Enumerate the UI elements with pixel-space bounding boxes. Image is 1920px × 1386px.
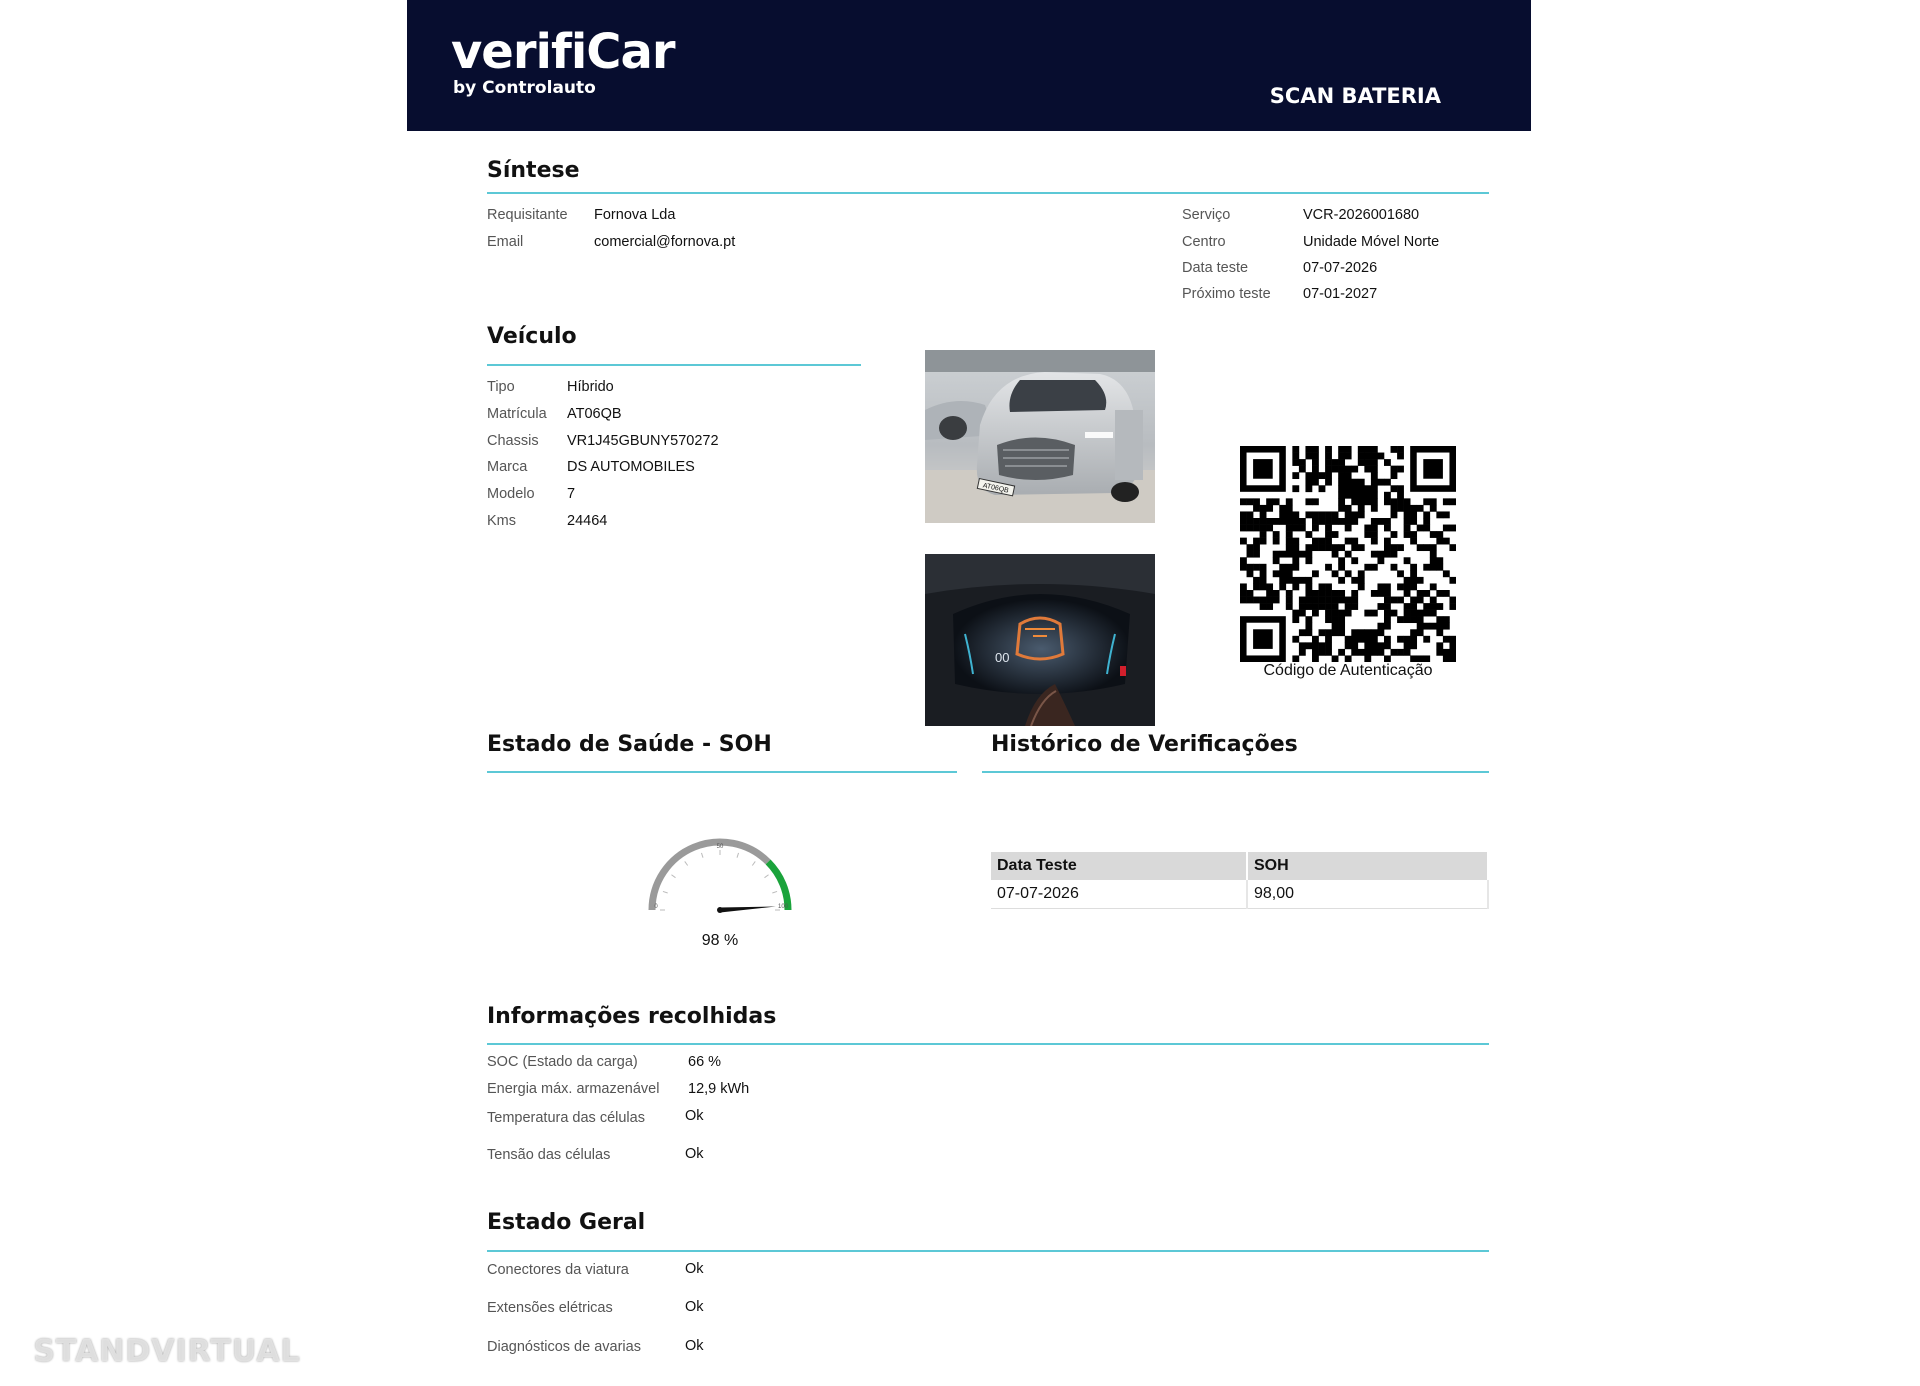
- gauge-mid-label: 50: [716, 844, 724, 850]
- gauge-max-label: 100: [777, 904, 789, 910]
- section-title-veiculo: Veículo: [487, 324, 577, 349]
- field-label: Kms: [487, 513, 516, 529]
- field-label: Chassis: [487, 433, 539, 449]
- field-value-proximo-teste: 07-01-2027: [1303, 286, 1378, 302]
- column-header: SOH: [1247, 852, 1488, 880]
- section-title-soh: Estado de Saúde - SOH: [487, 732, 772, 757]
- field-value-tipo: Híbrido: [567, 379, 614, 395]
- gauge-tick: [663, 891, 668, 893]
- section-rule: [487, 771, 957, 773]
- field-label: Temperatura das células: [487, 1110, 645, 1126]
- field-label: Tensão das células: [487, 1147, 611, 1163]
- field-value-extensoes: Ok: [685, 1299, 704, 1315]
- gauge-good-range: [768, 862, 788, 910]
- gauge-min-label: 0: [654, 904, 658, 910]
- dash-reading: 00: [995, 650, 1010, 665]
- field-label: Diagnósticos de avarias: [487, 1339, 641, 1355]
- report-type-title: SCAN BATERIA: [1269, 84, 1441, 108]
- field-value-modelo: 7: [567, 486, 576, 502]
- field-value-diagnosticos: Ok: [685, 1338, 704, 1354]
- gauge-track: [652, 842, 768, 910]
- vehicle-photo: [925, 350, 1155, 523]
- table-cell-date: 07-07-2026: [991, 880, 1247, 909]
- field-label: Centro: [1182, 234, 1226, 250]
- gauge-tick: [772, 891, 777, 893]
- section-rule: [487, 192, 1489, 194]
- table-header-row: [991, 852, 1488, 880]
- history-table: [991, 852, 1489, 909]
- section-rule: [487, 1043, 1489, 1045]
- field-value-conectores: Ok: [685, 1261, 704, 1277]
- soh-gauge: [620, 812, 820, 932]
- gauge-needle: [720, 906, 776, 912]
- qr-code: [1240, 446, 1456, 662]
- gauge-tick: [737, 853, 739, 858]
- section-rule: [982, 771, 1489, 773]
- gauge-tick: [764, 875, 768, 878]
- gauge-tick: [685, 861, 688, 865]
- field-label: Requisitante: [487, 207, 568, 223]
- field-label: Modelo: [487, 486, 535, 502]
- verificar-logo: verifiCar: [451, 24, 675, 80]
- field-label: Energia máx. armazenável: [487, 1081, 660, 1097]
- field-label: Email: [487, 234, 524, 250]
- section-title-sintese: Síntese: [487, 158, 580, 183]
- field-value-temperatura: Ok: [685, 1108, 704, 1124]
- column-header: Data Teste: [991, 852, 1247, 880]
- field-value-requisitante: Fornova Lda: [594, 207, 676, 223]
- gauge-tick: [701, 853, 703, 858]
- field-label: Data teste: [1182, 260, 1249, 276]
- section-title-estado-geral: Estado Geral: [487, 1210, 646, 1235]
- standvirtual-watermark: STANDVIRTUAL: [12, 1322, 322, 1382]
- field-label: Extensões elétricas: [487, 1300, 613, 1316]
- field-value-centro: Unidade Móvel Norte: [1303, 234, 1440, 250]
- qr-caption: Código de Autenticação: [1263, 662, 1433, 679]
- gauge-tick: [752, 861, 755, 865]
- table-row: [991, 880, 1488, 909]
- field-label: Marca: [487, 459, 528, 475]
- field-value-chassis: VR1J45GBUNY570272: [567, 433, 719, 449]
- field-label: Tipo: [487, 379, 515, 395]
- field-value-data-teste: 07-07-2026: [1303, 260, 1378, 276]
- plate-text: AT06QB: [982, 482, 1010, 495]
- field-label: Matrícula: [487, 406, 547, 422]
- field-label: Serviço: [1182, 207, 1231, 223]
- field-value-soc: 66 %: [688, 1054, 722, 1070]
- field-label: SOC (Estado da carga): [487, 1054, 638, 1070]
- field-value-matricula: AT06QB: [567, 406, 622, 422]
- section-rule: [487, 1250, 1489, 1252]
- soh-value: 98 %: [701, 932, 739, 949]
- field-value-marca: DS AUTOMOBILES: [567, 459, 695, 475]
- dashboard-photo: [925, 554, 1155, 726]
- field-value-email: comercial@fornova.pt: [594, 234, 736, 250]
- logo-subtitle: by Controlauto: [453, 78, 596, 98]
- field-value-kms: 24464: [567, 513, 608, 529]
- field-label: Conectores da viatura: [487, 1262, 629, 1278]
- section-title-historico: Histórico de Verificações: [991, 732, 1298, 757]
- section-rule: [487, 364, 861, 366]
- report-header: [407, 0, 1531, 131]
- field-label: Próximo teste: [1182, 286, 1271, 302]
- gauge-tick: [671, 875, 675, 878]
- field-value-energia: 12,9 kWh: [688, 1081, 750, 1097]
- field-value-tensao: Ok: [685, 1146, 704, 1162]
- section-title-informacoes: Informações recolhidas: [487, 1004, 777, 1029]
- table-cell-soh: 98,00: [1247, 880, 1488, 909]
- field-value-servico: VCR-2026001680: [1303, 207, 1420, 223]
